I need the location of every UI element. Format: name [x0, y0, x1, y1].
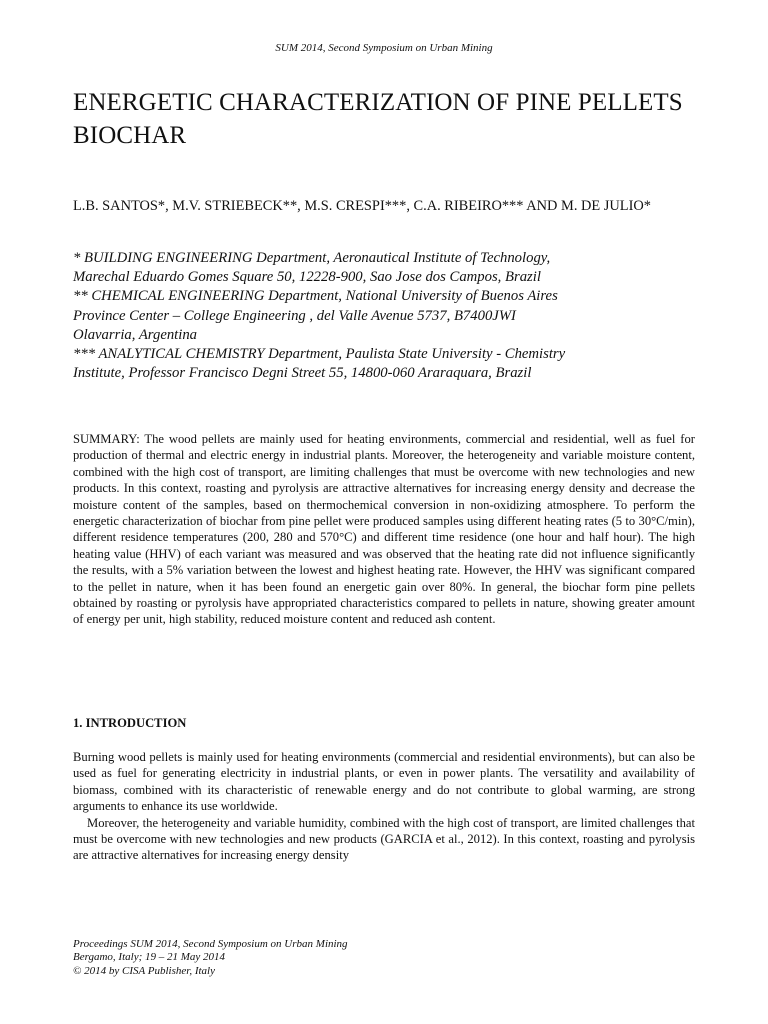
affiliation-line: Province Center – College Engineering , del Valle Avenue 5737, B7400JWI: [73, 307, 516, 324]
footer-line: © 2014 by CISA Publisher, Italy: [73, 964, 215, 977]
affiliation-line: ** CHEMICAL ENGINEERING Department, National University of Buenos Aires: [73, 288, 558, 305]
intro-paragraph: Burning wood pellets is mainly used for heating environments (commercial and residential environments), but can also be used as fuel for generating electricity in industrial plants, or even in power plants. The versatility and availability of biomass, combined with its characteristic of renewable energy and do not contribute to global warming, are strong arguments to enhance its use worldwide.: [73, 750, 695, 814]
affiliation-line: Olavarria, Argentina: [73, 326, 198, 343]
affiliations: [73, 249, 698, 383]
author-list: L.B. SANTOS*, M.V. STRIEBECK**, M.S. CRESPI***, C.A. RIBEIRO*** AND M. DE JULIO*: [73, 198, 651, 214]
affiliation-line: Marechal Eduardo Gomes Square 50, 12228-900, Sao Jose dos Campos, Brazil: [73, 269, 541, 286]
footer-line: Bergamo, Italy; 19 – 21 May 2014: [73, 951, 226, 964]
paper-title: ENERGETIC CHARACTERIZATION OF PINE PELLETS BIOCHAR: [73, 89, 683, 149]
summary-paragraph: SUMMARY: The wood pellets are mainly used for heating environments, commercial and residential, well as fuel for production of thermal and electric energy in industrial plants. Moreover, the heterogeneity and variable moisture content, combined with the high cost of transport, are limiting challenges that must be overcome with new technologies and new products. In this context, roasting and pyrolysis are attractive alternatives for increasing energy density and decrease the moisture content of the samples, based on thermochemical conversion in non-oxidizing atmosphere. To perform the energetic characterization of biochar from pine pellet were produced samples using different heating rates (5 to 30°C/min), different residence temperatures (200, 280 and 570°C) and different time residence (one hour and half hour). The high heating value (HHV) of each variant was measured and was observed that the heating rate did not influence significantly the results, with a 5% variation between the lowest and highest heating rate. However, the HHV was significant compared to the pellet in nature, when it has been found an energetic gain over 80%. In general, the biochar form pine pellets obtained by roasting or pyrolysis have appropriated characteristics compared to pellets in nature, showing greater amount of energy per unit, high stability, reduced moisture content and reduced ash content.: [73, 432, 695, 627]
affiliation-line: *** ANALYTICAL CHEMISTRY Department, Paulista State University - Chemistry: [73, 346, 566, 363]
footer-line: Proceedings SUM 2014, Second Symposium on Urban Mining: [73, 938, 348, 950]
section-heading-introduction: 1. INTRODUCTION: [73, 716, 187, 730]
intro-paragraph: Moreover, the heterogeneity and variable humidity, combined with the high cost of transport, are limited challenges that must be overcome with new technologies and new products (GARCIA et al., 2012). In this context, roasting and pyrolysis are attractive alternatives for increasing energy density: [73, 815, 695, 863]
affiliation-line: * BUILDING ENGINEERING Department, Aeronautical Institute of Technology,: [73, 250, 551, 266]
proceedings-footer: [73, 938, 573, 978]
introduction-body: [73, 749, 695, 864]
running-header: SUM 2014, Second Symposium on Urban Mining: [275, 42, 493, 54]
affiliation-line: Institute, Professor Francisco Degni Street 55, 14800-060 Araraquara, Brazil: [73, 365, 532, 382]
